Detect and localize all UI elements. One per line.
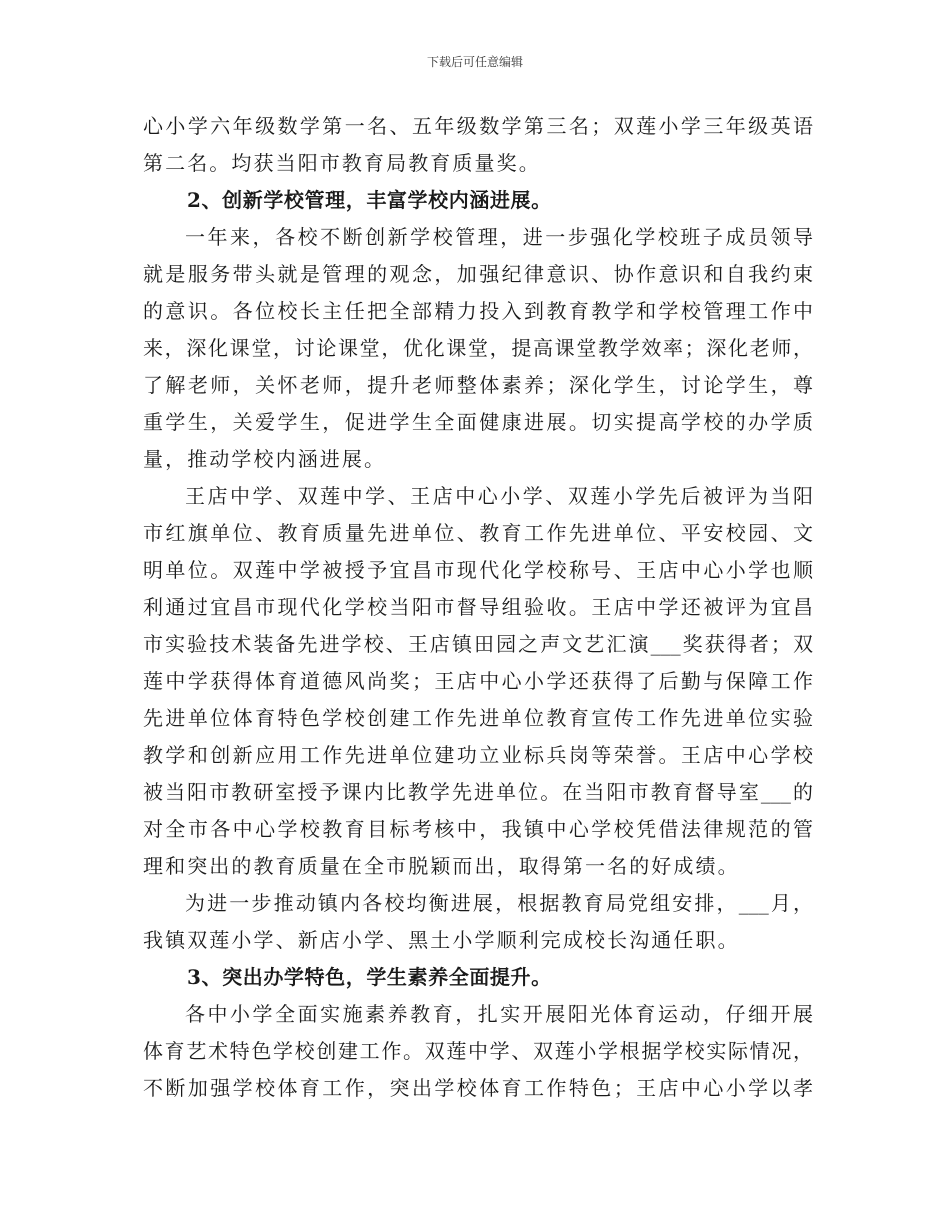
- text-line: 的意识。各位校长主任把全部精力投入到教育教学和学校管理工作中: [143, 299, 813, 323]
- text-line: 王店中学、双莲中学、王店中心小学、双莲小学先后被评为当阳: [185, 484, 813, 508]
- text-line: 量，推动学校内涵进展。: [143, 447, 387, 471]
- text-line: 先进单位体育特色学校创建工作先进单位教育宣传工作先进单位实验: [143, 706, 813, 730]
- text-line: 第二名。均获当阳市教育局教育质量奖。: [143, 151, 541, 175]
- text-line: 重学生，关爱学生，促进学生全面健康进展。切实提高学校的办学质: [143, 410, 813, 434]
- text-line: 莲中学获得体育道德风尚奖；王店中心小学还获得了后勤与保障工作: [143, 669, 813, 693]
- document-body: [143, 108, 813, 1107]
- section-heading: 3、突出办学特色，学生素养全面提升。: [187, 965, 552, 989]
- text-line: 为进一步推动镇内各校均衡进展，根据教育局党组安排，___月，: [185, 891, 813, 915]
- text-line: 被当阳市教研室授予课内比教学先进单位。在当阳市教育督导室___的: [143, 780, 813, 804]
- text-line: 各中小学全面实施素养教育，扎实开展阳光体育运动，仔细开展: [185, 1002, 813, 1026]
- text-line: 来，深化课堂，讨论课堂，优化课堂，提高课堂教学效率；深化老师，: [143, 336, 813, 360]
- text-line: 明单位。双莲中学被授予宜昌市现代化学校称号、王店中心小学也顺: [143, 558, 813, 582]
- text-line: 教学和创新应用工作先进单位建功立业标兵岗等荣誉。王店中心学校: [143, 743, 813, 767]
- text-line: 对全市各中心学校教育目标考核中，我镇中心学校凭借法律规范的管: [143, 817, 813, 841]
- text-line: 市实验技术装备先进学校、王店镇田园之声文艺汇演___奖获得者；双: [143, 632, 813, 656]
- text-line: 理和突出的教育质量在全市脱颖而出，取得第一名的好成绩。: [143, 854, 740, 878]
- text-line: 体育艺术特色学校创建工作。双莲中学、双莲小学根据学校实际情况，: [143, 1039, 813, 1063]
- page-header: 下载后可任意编辑: [426, 55, 523, 69]
- text-line: 不断加强学校体育工作，突出学校体育工作特色；王店中心小学以孝: [143, 1076, 813, 1100]
- text-line: 一年来，各校不断创新学校管理，进一步强化学校班子成员领导: [185, 225, 813, 249]
- text-line: 心小学六年级数学第一名、五年级数学第三名；双莲小学三年级英语: [143, 114, 813, 138]
- text-line: 就是服务带头就是管理的观念，加强纪律意识、协作意识和自我约束: [143, 262, 813, 286]
- text-line: 了解老师，关怀老师，提升老师整体素养；深化学生，讨论学生，尊: [143, 373, 813, 397]
- text-line: 利通过宜昌市现代化学校当阳市督导组验收。王店中学还被评为宜昌: [143, 595, 813, 619]
- section-heading: 2、创新学校管理，丰富学校内涵进展。: [187, 188, 552, 212]
- text-line: 市红旗单位、教育质量先进单位、教育工作先进单位、平安校园、文: [143, 521, 813, 545]
- text-line: 我镇双莲小学、新店小学、黑土小学顺利完成校长沟通任职。: [143, 928, 740, 952]
